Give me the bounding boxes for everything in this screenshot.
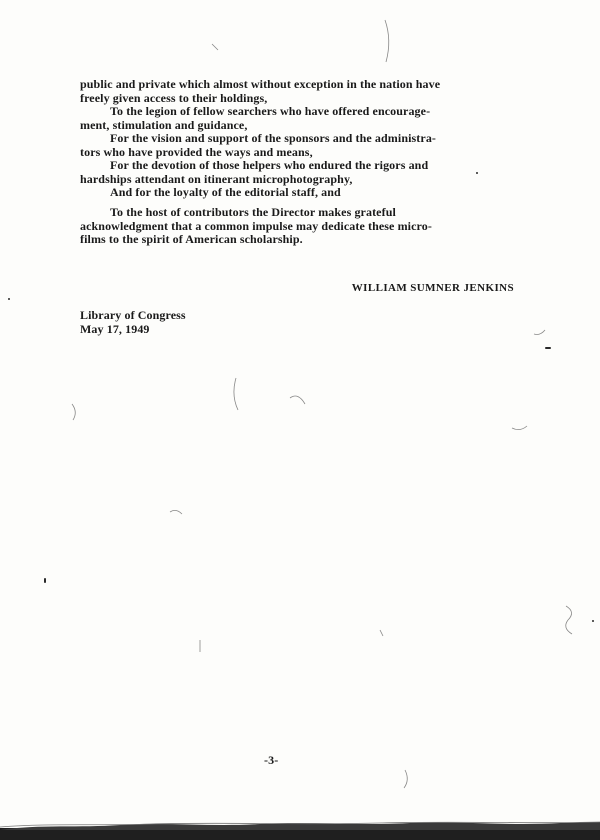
acknowledgment-paragraph [80, 78, 520, 200]
text-line: And for the loyalty of the editorial staff, and [110, 185, 341, 199]
text-line: freely given access to their holdings, [80, 90, 268, 105]
signature-place-date [80, 308, 186, 336]
text-line: For the vision and support of the sponsors and the administra- [110, 131, 437, 145]
scan-speck [8, 298, 10, 300]
scan-speck [592, 620, 594, 622]
text-line: To the host of contributors the Director makes grateful [110, 205, 396, 219]
text-line: public and private which almost without exception in the nation have [80, 77, 441, 91]
page-bottom-edge [0, 814, 600, 840]
text-line: For the devotion of those helpers who endured the rigors and [110, 158, 429, 172]
text-line: tors who have provided the ways and means, [80, 144, 313, 159]
text-line: hardships attendant on itinerant microphotography, [80, 171, 353, 186]
scan-speck [545, 347, 551, 349]
date-line: May 17, 1949 [80, 322, 150, 336]
signature-name: WILLIAM SUMNER JENKINS [351, 282, 514, 294]
text-line: ment, stimulation and guidance, [80, 117, 248, 132]
text-line: To the legion of fellow searchers who have offered encourage- [110, 104, 431, 118]
place-line: Library of Congress [80, 308, 186, 322]
text-line: acknowledgment that a common impulse may dedicate these micro- [80, 218, 432, 233]
text-line: films to the spirit of American scholarship. [80, 232, 303, 246]
scan-speck [44, 578, 46, 583]
scan-speck [476, 172, 478, 174]
closing-paragraph [80, 206, 520, 247]
page-number: -3- [264, 753, 279, 767]
